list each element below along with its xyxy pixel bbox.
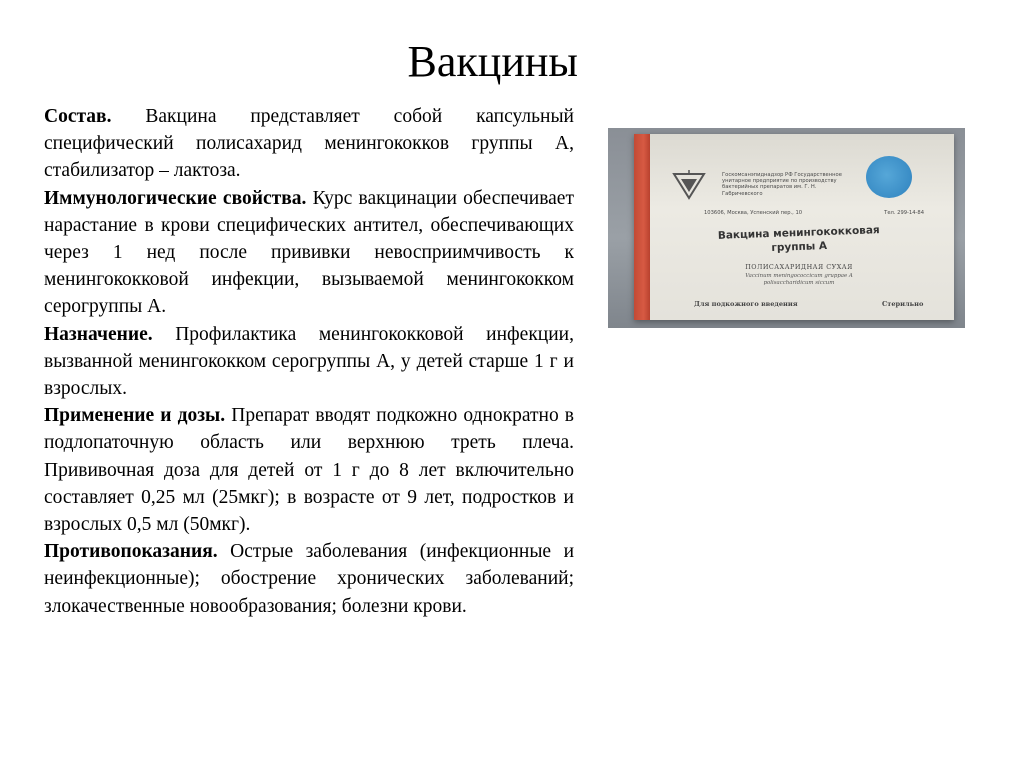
section-heading: Назначение. [44, 323, 153, 345]
section-heading: Противопоказания. [44, 541, 218, 563]
box-name-line: группы А [771, 240, 828, 254]
vaccine-box [634, 134, 954, 320]
box-sterile: Стерильно [882, 300, 924, 308]
box-type: ПОЛИСАХАРИДНАЯ СУХАЯ [745, 263, 853, 271]
section-text: Профилактика менингококковой инфекции, вызванной менингококком серогруппы А, у детей старше 1 г и взрослых. [44, 323, 574, 400]
section-immunological [44, 185, 574, 321]
manufacturer-logo-icon [672, 170, 706, 200]
section-heading: Применение и дозы. [44, 405, 226, 427]
box-spine [634, 134, 650, 320]
box-publisher: Госкомсанэпиднадзор РФ Государственное унитарное предприятие по производству бактерийных препаратов им. Г. Н. Габричевского [722, 172, 842, 197]
section-contraindications [44, 538, 574, 620]
section-heading: Иммунологические свойства. [44, 187, 307, 209]
box-product-name [694, 222, 905, 257]
slide-title: Вакцины [407, 37, 578, 86]
box-address [704, 210, 954, 216]
blue-dot-icon [866, 156, 912, 198]
box-address-text: 103606, Москва, Успенский пер., 10 [704, 210, 803, 216]
body-text [44, 103, 574, 620]
box-latin-name [724, 273, 874, 287]
section-purpose [44, 321, 574, 403]
box-latin-line: Vaccinum meningococcicum gruppae A [745, 273, 853, 279]
section-text: Препарат вводят подкожно однократно в подлопаточную область или верхнюю треть плеча. Прививочная доза для детей от 1 г до 8 лет включительно составляет 0,25 мл (25мкг); в возрасте от 9 лет, подростков и взрослых 0,5 мл (50мкг). [44, 405, 574, 536]
box-phone: Тел. 299-14-84 [884, 210, 924, 216]
box-latin-line: polisaccharidicum siccum [763, 280, 835, 286]
section-dosage [44, 402, 574, 538]
section-composition [44, 103, 574, 185]
section-heading: Состав. [44, 106, 112, 127]
vaccine-box-photo [608, 128, 965, 328]
box-name-line: Вакцина менингококковая [717, 224, 880, 242]
section-text: Курс вакцинации обеспечивает нарастание в крови специфических антител, обеспечивающих через 1 нед после прививки невосприимчивость к менингококковой инфекции, вызываемой менингококком серогруппы А. [44, 187, 574, 318]
section-text: Вакцина представляет собой капсульный специфический полисахарид менингококков группы А, стабилизатор – лактоза. [44, 106, 574, 182]
section-text: Острые заболевания (инфекционные и неинфекционные); обострение хронических заболеваний; злокачественные новообразования; болезни крови. [44, 541, 574, 617]
box-route: Для подкожного введения [694, 300, 798, 308]
